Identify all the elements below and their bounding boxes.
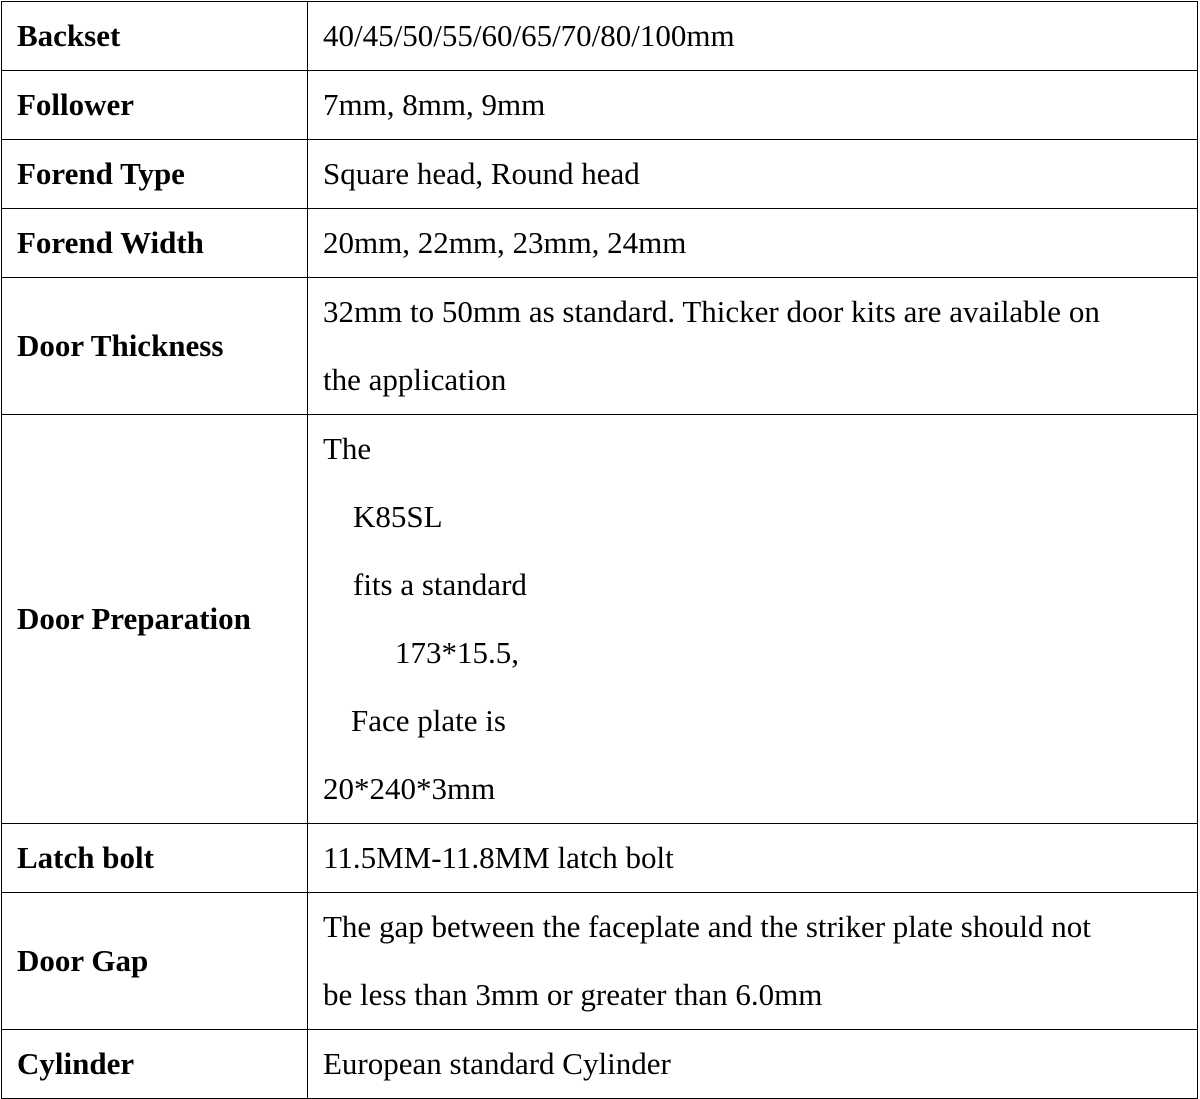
row-label: Backset — [2, 2, 308, 71]
row-label: Cylinder — [2, 1030, 308, 1099]
value-fragment: fits a standard — [353, 567, 527, 602]
row-label: Forend Width — [2, 209, 308, 278]
table-row — [2, 2, 1198, 71]
row-value: 7mm, 8mm, 9mm — [308, 71, 1198, 140]
row-value — [308, 278, 1198, 415]
value-line: The gap between the faceplate and the striker plate should not — [323, 909, 1091, 944]
row-value — [308, 415, 1198, 824]
row-label: Door Preparation — [2, 415, 308, 824]
table-row — [2, 209, 1198, 278]
row-value — [308, 893, 1198, 1030]
value-line: the application — [323, 362, 507, 397]
row-value: European standard Cylinder — [308, 1030, 1198, 1099]
value-line: 32mm to 50mm as standard. Thicker door kits are available on — [323, 294, 1100, 329]
row-value: 40/45/50/55/60/65/70/80/100mm — [308, 2, 1198, 71]
table-row — [2, 278, 1198, 415]
table-row — [2, 415, 1198, 824]
table-row — [2, 893, 1198, 1030]
specification-table — [1, 1, 1198, 1099]
table-row — [2, 140, 1198, 209]
row-label: Forend Type — [2, 140, 308, 209]
table-row — [2, 824, 1198, 893]
row-label: Follower — [2, 71, 308, 140]
value-fragment: The — [323, 431, 372, 466]
value-line — [323, 415, 1193, 755]
row-label: Latch bolt — [2, 824, 308, 893]
row-value: 11.5MM-11.8MM latch bolt — [308, 824, 1198, 893]
row-value: 20mm, 22mm, 23mm, 24mm — [308, 209, 1198, 278]
value-line: 20*240*3mm — [323, 771, 496, 806]
value-fragment: K85SL — [353, 499, 443, 534]
row-label: Door Gap — [2, 893, 308, 1030]
row-label: Door Thickness — [2, 278, 308, 415]
row-value: Square head, Round head — [308, 140, 1198, 209]
value-line: be less than 3mm or greater than 6.0mm — [323, 977, 823, 1012]
table-row — [2, 1030, 1198, 1099]
value-fragment: 173*15.5, — [395, 635, 519, 670]
value-fragment: Face plate is — [351, 703, 506, 738]
table-row — [2, 71, 1198, 140]
